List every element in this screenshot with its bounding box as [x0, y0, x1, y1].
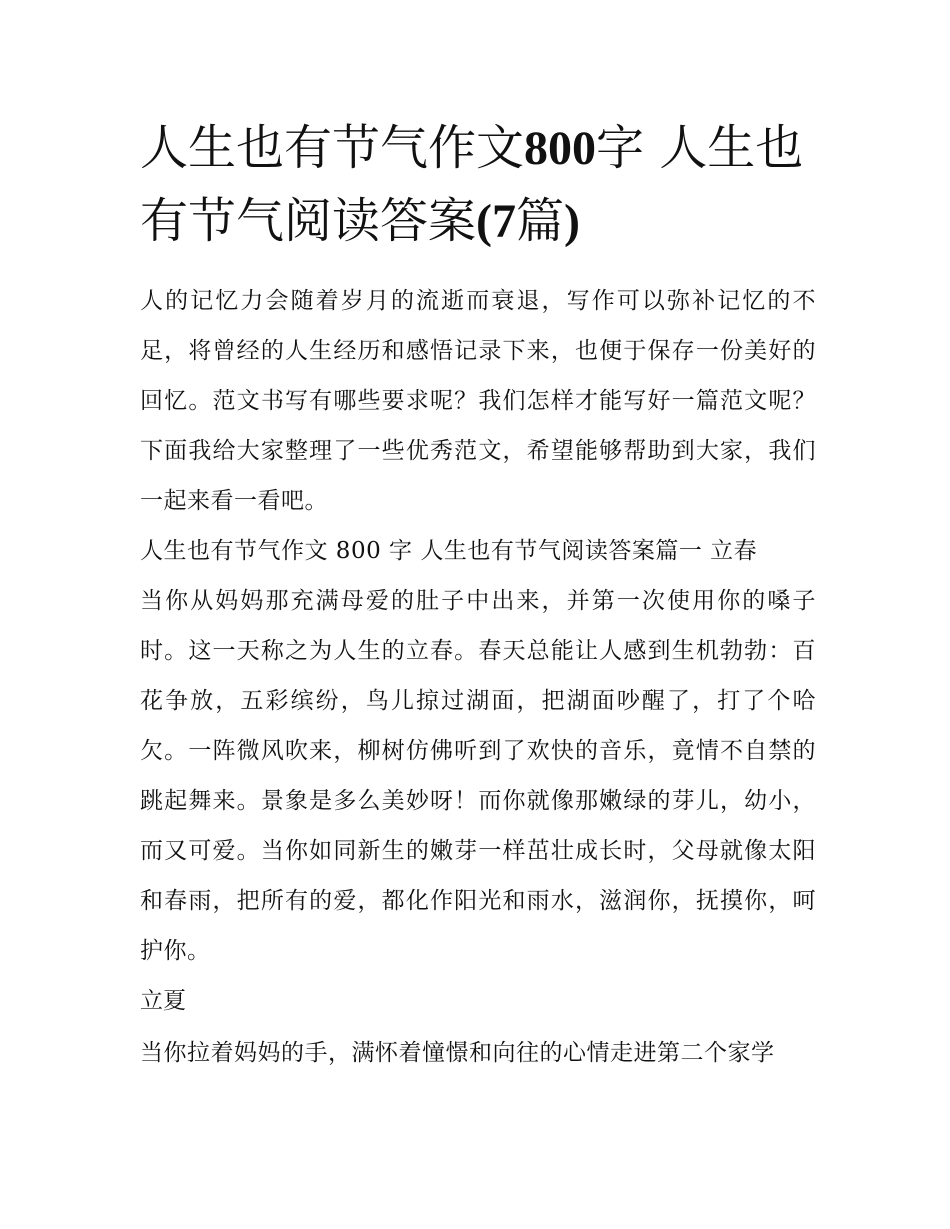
title-part-d: (7 — [476, 195, 516, 248]
summer-paragraph: 当你拉着妈妈的手，满怀着憧憬和向往的心情走进第二个家学 — [140, 1040, 775, 1066]
document-title — [140, 112, 816, 258]
title-part-f: ) — [564, 195, 580, 248]
spring-paragraph: 当你从妈妈那充满母爱的肚子中出来，并第一次使用你的嗓子时。这一天称之为人生的立春。春天总能让人感到生机勃勃：百花争放，五彩缤纷，鸟儿掠过湖面，把湖面吵醒了，打了个哈欠。一阵微风吹来，柳树仿佛听到了欢快的音乐，竟情不自禁的跳起舞来。景象是多么美妙呀！而你就像那嫩绿的芽儿，幼小，而又可爱。当你如同新生的嫩芽一样茁壮成长时，父母就像太阳和春雨，把所有的爱，都化作阳光和雨水，滋润你，抚摸你，呵护你。 — [140, 588, 816, 964]
title-part-e: 篇 — [516, 193, 565, 249]
title-part-c: 字 人生也有节气阅读答案 — [140, 120, 804, 249]
document-page — [140, 112, 816, 1078]
title-part-a: 人生也有节气作文 — [140, 120, 525, 176]
section-label-summer: 立夏 — [140, 988, 186, 1014]
title-part-b: 800 — [524, 122, 597, 175]
essay-heading: 人生也有节气作文 800 字 人生也有节气阅读答案篇一 立春 — [140, 538, 758, 564]
intro-paragraph: 人的记忆力会随着岁月的流逝而衰退，写作可以弥补记忆的不足，将曾经的人生经历和感悟记录下来，也便于保存一份美好的回忆。范文书写有哪些要求呢？我们怎样才能写好一篇范文呢？下面我给大家整理了一些优秀范文，希望能够帮助到大家，我们一起来看一看吧。 — [140, 288, 816, 514]
